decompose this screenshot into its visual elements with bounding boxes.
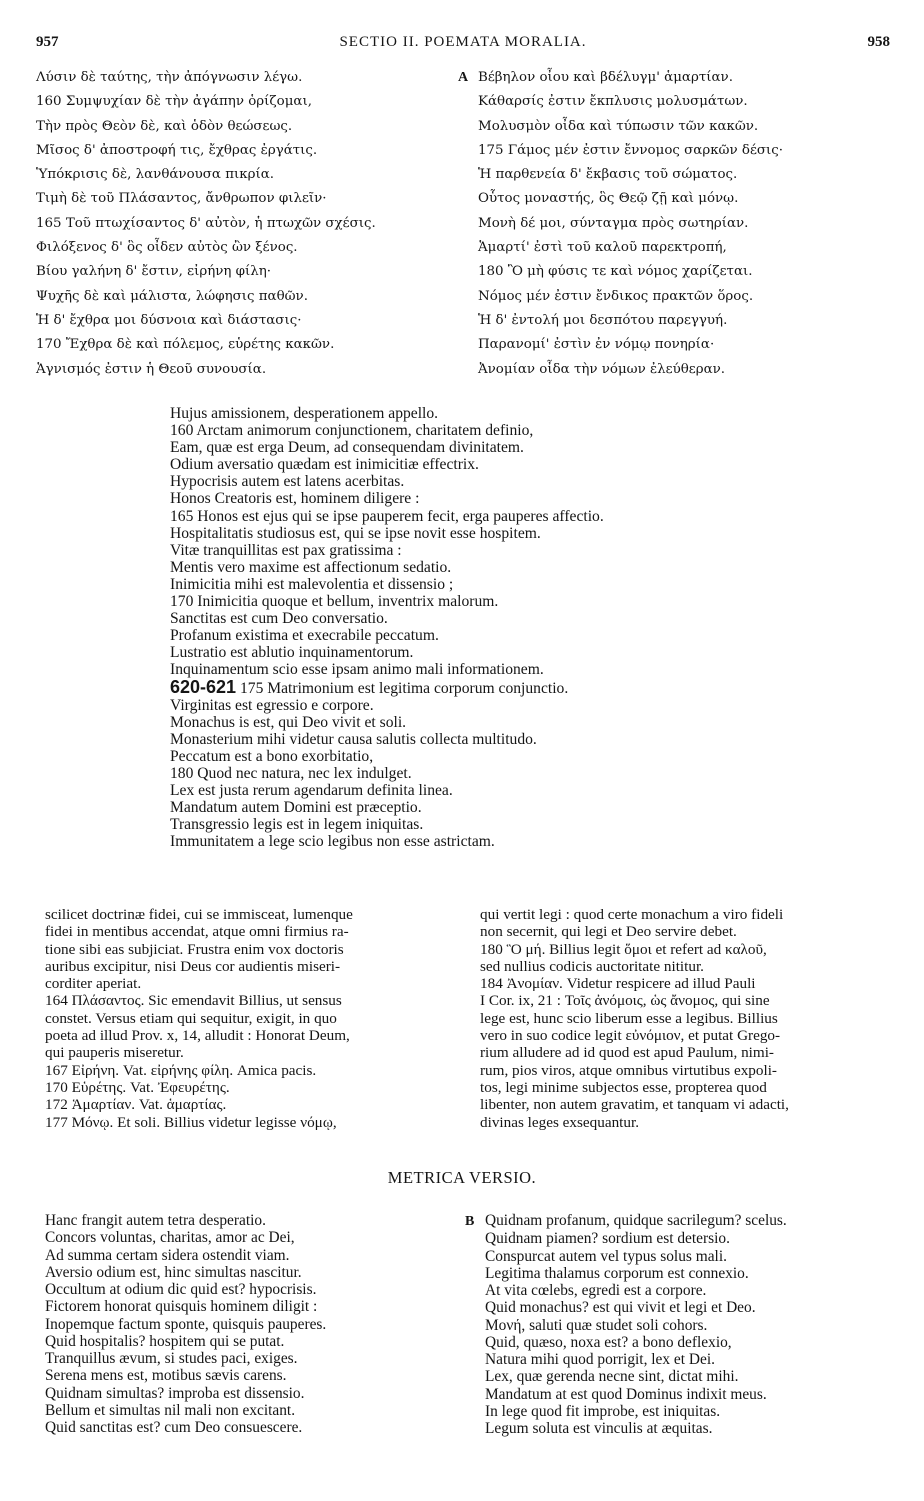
greek-line: Ψυχῆς δὲ καὶ μάλιστα, λώφησις παθῶν. (36, 288, 308, 304)
latin-line: 160 Arctam animorum conjunctionem, charitatem definio, (170, 422, 534, 440)
latin-line: Monasterium mihi videtur causa salutis collecta multitudo. (170, 730, 537, 748)
note-line: I Cor. ix, 21 : Τοῖς ἀνόμοις, ὡς ἄνομος, qui sine (480, 992, 770, 1010)
latin-line: 175 Matrimonium est legitima corporum conjunctio. (239, 679, 569, 697)
latin-line: Hujus amissionem, desperationem appello. (170, 405, 439, 422)
latin-line: Lustratio est ablutio inquinamentorum. (170, 644, 414, 662)
latin-line: Transgressio legis est in legem iniquitas. (170, 816, 424, 834)
note-line: 170 Εὑρέτης. Vat. Ἐφευρέτης. (45, 1078, 230, 1096)
note-line: tos, legi minime subjectos esse, propterea quod (480, 1078, 767, 1096)
latin-line: Honos Creatoris est, hominem diligere : (170, 490, 420, 508)
verse-line: Legitima thalamus corporum est connexio. (485, 1264, 749, 1282)
latin-line: Inimicitia mihi est malevolentia et dissensio ; (170, 575, 454, 593)
greek-line: Παρανομί' ἐστὶν ἐν νόμῳ πονηρία· (478, 337, 715, 353)
note-line: sed nullius codicis auctoritate nititur. (480, 957, 704, 975)
greek-line: Μῖσος δ' ἀποστροφή τις, ἔχθρας ἐργάτις. (36, 142, 318, 158)
greek-line: Ὑπόκρισις δὲ, λανθάνουσα πικρία. (36, 167, 275, 183)
greek-line: 180 Ὃ μὴ φύσις τε καὶ νόμος χαρίζεται. (478, 264, 753, 280)
note-line: scilicet doctrinæ fidei, cui se immisceat, lumenque (45, 906, 353, 923)
greek-line: 165 Τοῦ πτωχίσαντος δ' αὐτὸν, ἡ πτωχῶν σχέσις. (36, 215, 376, 231)
verse-line: Inopemque factum sponte, quisquis pauperes. (45, 1315, 327, 1333)
latin-line: Immunitatem a lege scio legibus non esse astrictam. (170, 833, 495, 851)
greek-text-right-column (458, 66, 898, 382)
verse-line: Quid, quæso, noxa est? a bono deflexio, (485, 1333, 732, 1351)
verse-line: Quid monachus? est qui vivit et legi et Deo. (485, 1299, 756, 1317)
verse-line: In lege quod fit improbe, est iniquitas. (485, 1402, 721, 1420)
greek-line: Οὗτος μοναστής, ὃς Θεῷ ζῇ καὶ μόνῳ. (478, 191, 739, 207)
greek-line: Λύσιν δὲ ταύτης, τὴν ἀπόγνωσιν λέγω. (36, 70, 303, 85)
latin-line: Profanum existima et execrabile peccatum. (170, 627, 439, 645)
note-line: constet. Versus etiam qui sequitur, exigit, in quo (45, 1009, 337, 1027)
latin-line: 170 Inimicitia quoque et bellum, inventrix malorum. (170, 593, 499, 611)
verse-line: Natura mihi quod porrigit, lex et Dei. (485, 1351, 715, 1368)
note-line: rium alludere ad id quod est apud Paulum, nimi- (480, 1044, 774, 1062)
greek-line: Ἀνομίαν οἶδα τὴν νόμων ἐλεύθεραν. (478, 361, 726, 377)
latin-line: Lex est justa rerum agendarum definita linea. (170, 782, 453, 800)
note-line: libenter, non autem gravatim, et tanquam vi adacti, (480, 1096, 789, 1114)
verse-line: Fictorem honorat quisquis hominem diligit : (45, 1298, 318, 1316)
verse-line: Mandatum at est quod Dominus indixit meus. (485, 1385, 767, 1403)
verse-line: Aversio odium est, hinc simultas nascitur. (45, 1263, 302, 1281)
verse-line: Quidnam simultas? improba est dissensio. (45, 1384, 305, 1402)
note-line: non secernit, qui legi et Deo servire debet. (480, 923, 737, 941)
note-line: 164 Πλάσαντος. Sic emendavit Billius, ut sensus (45, 992, 342, 1010)
greek-line: Ἡ παρθενεία δ' ἔκβασις τοῦ σώματος. (478, 167, 738, 183)
right-page-number: 958 (867, 34, 890, 50)
verse-line: Legum soluta est vinculis at æquitas. (485, 1420, 713, 1437)
latin-line: Mentis vero maxime est affectionum sedatio. (170, 558, 452, 576)
greek-line: Ἁγνισμός ἐστιν ἡ Θεοῦ συνουσία. (36, 361, 267, 377)
latin-line: Odium aversatio quædam est inimicitiæ effectrix. (170, 456, 479, 474)
latin-line: Vitæ tranquillitas est pax gratissima : (170, 541, 402, 559)
verse-line: Hanc frangit autem tetra desperatio. (45, 1212, 266, 1229)
greek-line: 170 Ἔχθρα δὲ καὶ πόλεμος, εὑρέτης κακῶν. (36, 337, 335, 353)
verse-line: Serena mens est, motibus sævis carens. (45, 1367, 287, 1385)
greek-line: Κάθαρσίς ἐστιν ἔκπλυσις μολυσμάτων. (478, 94, 748, 110)
note-line: rum, pios viros, atque omnibus virtutibus expoli- (480, 1061, 777, 1079)
greek-line: Βίου γαλήνη δ' ἔστιν, εἰρήνη φίλη· (36, 264, 272, 280)
note-line: qui vertit legi : quod certe monachum a viro fideli (480, 906, 784, 923)
verse-line: Concors voluntas, charitas, amor ac Dei, (45, 1229, 295, 1247)
verse-line: Quid sanctitas est? cum Deo consuescere. (45, 1419, 303, 1436)
column-marker-a: A (458, 70, 469, 85)
verse-line: Conspurcat autem vel typus solus mali. (485, 1247, 727, 1265)
latin-line: Mandatum autem Domini est præceptio. (170, 799, 422, 817)
note-line: qui pauperis miseretur. (45, 1044, 184, 1062)
left-page-number: 957 (36, 34, 59, 50)
greek-line: 175 Γάμος μέν ἐστιν ἔννομος σαρκῶν δέσις· (478, 142, 784, 158)
note-line: auribus excipitur, nisi Deus cor audientis miseri- (45, 957, 341, 975)
greek-line: Ἁμαρτί' ἐστὶ τοῦ καλοῦ παρεκτροπή, (478, 240, 727, 256)
verse-line: Quid hospitalis? hospitem qui se putat. (45, 1332, 285, 1350)
verse-line: Μονή, saluti quæ studet soli cohors. (485, 1316, 708, 1334)
verse-line: Occultum at odium dic quid est? hypocrisis. (45, 1281, 317, 1298)
greek-line: Ἡ δ' ἔχθρα μοι δύσνοια καὶ διάστασις· (36, 312, 302, 328)
verse-line: Quidnam piamen? sordium est detersio. (485, 1230, 730, 1248)
latin-line: Peccatum est a bono exorbitatio, (170, 747, 374, 765)
latin-line: Virginitas est egressio e corpore. (170, 696, 374, 714)
greek-line: Βέβηλον οἶου καὶ βδέλυγμ' ἁμαρτίαν. (478, 70, 733, 85)
note-line: 180 Ὃ μή. Billius legit ὅμοι et refert ad καλοῦ, (480, 940, 767, 958)
note-line: fidei in mentibus accendat, atque omni firmius ra- (45, 923, 349, 941)
greek-line: Μονὴ δέ μοι, σύνταγμα πρὸς σωτηρίαν. (478, 215, 749, 231)
latin-line: Hospitalitatis studiosus est, qui se ipse novit esse hospitem. (170, 524, 541, 542)
verse-line: Ad summa certam sidera ostendit viam. (45, 1246, 290, 1264)
note-line: lege est, hunc scio liberum esse a legibus. Billius (480, 1009, 778, 1027)
section-title: SECTIO II. POEMATA MORALIA. (339, 34, 587, 50)
greek-line: 160 Συμψυχίαν δὲ τὴν ἀγάπην ὁρίζομαι, (36, 94, 312, 110)
note-line: corditer aperiat. (45, 975, 142, 993)
note-line: vero in suo codice legit εὐνόμιον, et putat Grego- (480, 1027, 781, 1045)
greek-line: Τιμὴ δὲ τοῦ Πλάσαντος, ἄνθρωπον φιλεῖν· (36, 191, 327, 207)
verse-left-column (45, 1212, 455, 1436)
verse-line: Quidnam profanum, quidque sacrilegum? scelus. (485, 1212, 787, 1229)
latin-line: Eam, quæ est erga Deum, ad consequendam divinitatem. (170, 439, 524, 457)
greek-text-left-column (36, 66, 456, 382)
metrica-versio-heading: METRICA VERSIO. (387, 1168, 537, 1187)
notes-left-column (45, 906, 455, 1131)
note-line: 177 Μόνῳ. Et soli. Billius videtur legisse νόμῳ, (45, 1113, 337, 1131)
latin-line: Sanctitas est cum Deo conversatio. (170, 610, 388, 628)
note-line: divinas leges exsequantur. (480, 1113, 640, 1131)
greek-line: Ἡ δ' ἐντολή μοι δεσπότου παρεγγυή. (478, 312, 728, 328)
greek-line: Φιλόξενος δ' ὃς οἶδεν αὐτὸς ὢν ξένος. (36, 240, 298, 256)
verse-line: Tranquillus ævum, si studes paci, exiges. (45, 1350, 298, 1367)
column-marker-b: B (465, 1214, 475, 1229)
latin-line: 180 Quod nec natura, nec lex indulget. (170, 764, 412, 782)
latin-line: Monachus is est, qui Deo vivit et soli. (170, 713, 407, 731)
latin-line: Hypocrisis autem est latens acerbitas. (170, 473, 405, 491)
note-line: 167 Εἰρήνη. Vat. εἰρήνης φίλη. Amica pacis. (45, 1061, 317, 1079)
note-line: 184 Ἀνομίαν. Videtur respicere ad illud Pauli (480, 975, 756, 993)
latin-line: Inquinamentum scio esse ipsam animo mali informationem. (170, 661, 544, 679)
verse-line: Bellum et simultas nil mali non excitant. (45, 1401, 296, 1419)
greek-line: Τὴν πρὸς Θεὸν δὲ, καὶ ὁδὸν θεώσεως. (36, 118, 293, 134)
greek-line: Μολυσμὸν οἶδα καὶ τύπωσιν τῶν κακῶν. (478, 118, 759, 134)
note-line: poeta ad illud Prov. x, 14, alludit : Honorat Deum, (45, 1027, 350, 1045)
verse-line: At vita cœlebs, egredi est a corpore. (485, 1282, 707, 1299)
column-number: 620-621 (170, 676, 237, 697)
verse-line: Lex, quæ gerenda necne sint, dictat mihi. (485, 1368, 739, 1386)
note-line: 172 Ἁμαρτίαν. Vat. ἁμαρτίας. (45, 1096, 227, 1114)
verse-right-column (465, 1212, 905, 1437)
latin-line: 165 Honos est ejus qui se ipse pauperem fecit, erga pauperes affectio. (170, 507, 604, 525)
page-header (36, 34, 890, 56)
latin-translation (170, 405, 750, 850)
greek-line: Νόμος μέν ἐστιν ἔνδικος πρακτῶν ὅρος. (478, 288, 754, 304)
note-line: tione sibi eas subjiciat. Frustra enim vox doctoris (45, 940, 344, 958)
notes-right-column (480, 906, 898, 1131)
